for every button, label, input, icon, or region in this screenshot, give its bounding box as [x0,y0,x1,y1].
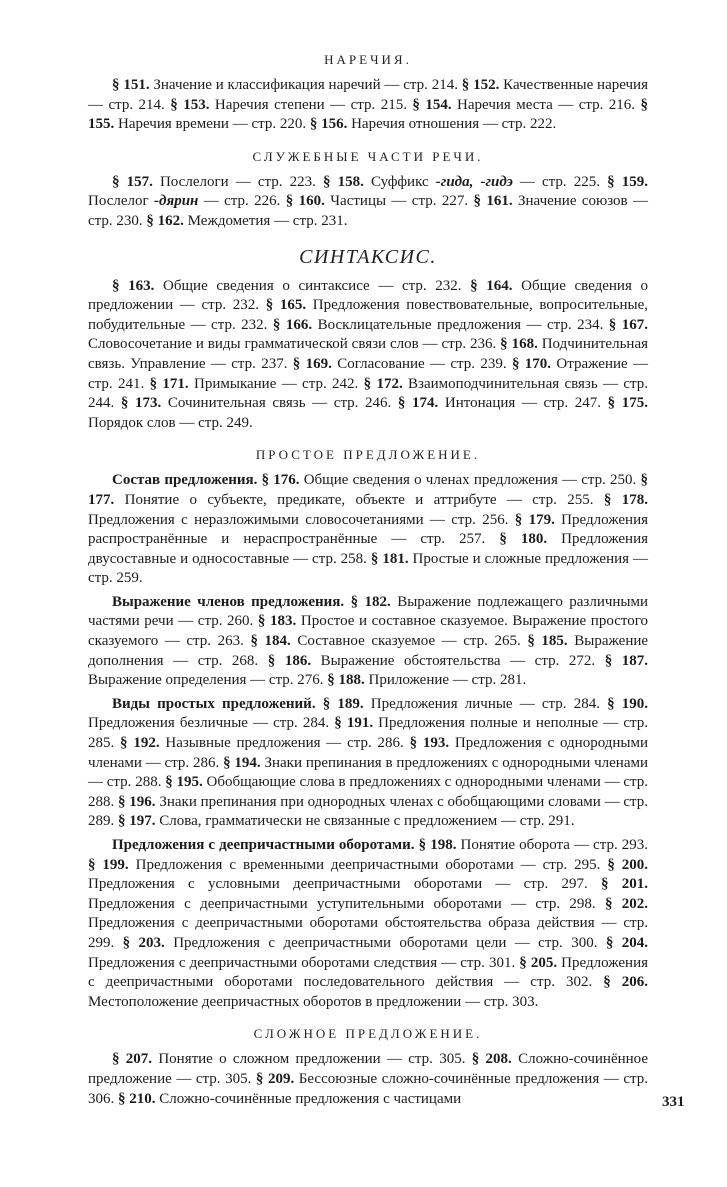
entry-text: Понятие о сложном предложении — стр. 305. [152,1051,472,1068]
entry-text: — стр. 226. [198,193,286,210]
entry-text: Междометия — стр. 231. [183,212,348,229]
entry-text: Сочинительная связь — стр. 246. [161,395,398,412]
entry-text: Наречия времени — стр. 220. [114,116,310,133]
section-heading-function-words: СЛУЖЕБНЫЕ ЧАСТИ РЕЧИ. [252,148,484,164]
entry-text: Простые и сложные предложения — стр. 259. [88,550,648,587]
section-number: § 203. [122,934,165,951]
entry-text: Предложения полные и неполные — стр. 285. [88,715,648,752]
group-lead: Выражение членов предложения. [112,593,345,610]
section-number: § 205. [519,954,558,971]
section-number: § 210. [118,1090,156,1107]
section-number: § 178. [603,491,648,508]
section-number: § 189. [322,695,364,712]
entry-text: Обобщающие слова в предложениях с однородными членами — стр. 288. [88,774,648,810]
section-number: § 197. [118,813,156,830]
entry-text: Согласование — стр. 239. [331,355,512,372]
entry-text: Понятие оборота — стр. 293. [456,837,649,853]
section-function-words [88,149,648,232]
entry-text: Общие сведения о предложении — стр. 232. [88,277,648,314]
entry-text: Выражение обстоятельства — стр. 272. [311,652,605,669]
section-number: § 193. [409,735,450,752]
entry-text: Слова, грамматически не связанные с предложением — стр. 291. [155,813,575,830]
section-number: § 174. [397,395,439,412]
section-heading-adverbs: НАРЕЧИЯ. [324,52,412,67]
section-number: § 199. [88,856,129,873]
entry-text: Выражение дополнения — стр. 268. [88,633,649,669]
section-number: § 186. [267,652,312,669]
section-number: § 201. [601,876,649,893]
entry-text: Значение союзов — стр. 230. [88,193,649,229]
section-number: § 160. [285,193,325,210]
section-number: § 165. [265,297,307,314]
section-number: § 167. [608,316,649,333]
section-number: § 170. [511,355,552,372]
entry-text: Назывные предложения — стр. 286. [159,735,410,752]
entry-text: Предложения с деепричастными оборотами последовательного действия — стр. 302. [88,954,648,991]
entry-text: Порядок слов — стр. 249. [88,414,253,431]
section-number: § 171. [149,375,189,392]
composition-paragraph [88,471,648,589]
section-number: § 168. [500,336,538,353]
section-number: § 152. [461,77,500,93]
section-number: § 159. [607,173,649,190]
section-number: § 182. [350,593,391,610]
entry-text: Предложения с деепричастными оборотами обстоятельства образа действия — стр. 299. [88,915,648,951]
page-number: 331 [662,1094,685,1110]
entry-text: Предложения безличные — стр. 284. [88,715,335,732]
entry-text: Сложно-сочинённые предложения с частицами [155,1090,462,1107]
entry-text: Знаки препинания при однородных членах с обобщающими словами — стр. 289. [88,793,648,830]
entry-text: Бессоюзные сложно-сочинённые предложения — стр. 306. [88,1070,648,1107]
section-number: § 187. [604,652,649,669]
entry-text: Выражение определения — стр. 276. [88,672,328,689]
entry-text: Понятие о субъекте, предикате, объекте и аттрибуте — стр. 255. [114,491,604,508]
section-adverbs [88,52,648,135]
entry-text: Предложения с неразложимыми словосочетаниями — стр. 256. [88,511,515,528]
section-number: § 191. [334,715,374,732]
entry-text: Составное сказуемое — стр. 265. [290,633,528,650]
section-number: § 183. [257,613,297,630]
entry-text: Простое и составное сказуемое. Выражение простого сказуемого — стр. 263. [88,613,649,650]
section-heading-simple-sentence: ПРОСТОЕ ПРЕДЛОЖЕНИЕ. [255,447,481,463]
entry-text: Знаки препинания в предложениях с однородными членами — стр. 288. [88,754,648,791]
section-number: § 153. [170,96,210,113]
entry-text: Послелоги — стр. 223. [152,173,323,190]
entry-text: Предложения двусоставные и односоставные — стр. 258. [88,531,648,567]
section-number: § 188. [327,672,365,689]
section-number: § 181. [370,550,409,567]
entry-text: Приложение — стр. 281. [364,672,527,689]
entry-text: Наречия степени — стр. 215. [209,96,413,113]
entry-text: Подчинительная связь. Управление — стр. 237. [88,336,649,372]
entry-text: Словосочетание и виды грамматической связи слов — стр. 236. [88,336,501,353]
entry-text: Общие сведения о синтаксисе — стр. 232. [154,277,471,294]
entry-text: Предложения с деепричастными уступительными оборотами — стр. 298. [88,895,605,912]
section-number: § 162. [146,212,184,229]
section-number: § 158. [322,173,364,190]
entry-text: Наречия места — стр. 216. [451,96,641,113]
entry-text: — стр. 225. [512,173,608,190]
entry-text: Предложения повествовательные, вопросительные, побудительные — стр. 232. [88,297,649,333]
group-lead: Предложения с деепричастными оборотами. [112,837,415,853]
entry-text: Интонация — стр. 247. [438,395,608,412]
section-number: § 204. [605,934,649,951]
section-number: § 155. [88,96,648,133]
section-number: § 164. [470,277,513,294]
section-number: § 206. [603,974,648,991]
entry-text: Выражение подлежащего различными частями речи — стр. 260. [88,593,649,630]
group-lead: Состав предложения. [112,472,258,489]
section-number: § 198. [418,837,457,853]
section-number: § 194. [223,754,261,771]
section-number: § 180. [499,531,548,548]
entry-text: Предложения с условными деепричастными оборотами — стр. 297. [88,876,602,893]
adverbs-paragraph [88,76,648,135]
section-number: § 190. [607,695,649,712]
section-number: § 173. [120,395,162,412]
suffix-term: -дярин [154,193,199,210]
entry-text: Предложения распространённые и нераспространённые — стр. 257. [88,511,648,548]
section-number: § 176. [261,472,300,489]
section-number: § 172. [363,375,403,392]
section-number: § 184. [250,633,291,650]
gerund-paragraph [88,836,648,1012]
section-number: § 151. [112,77,150,93]
group-lead: Виды простых предложений. [112,695,316,712]
suffix-term: -гида, -гидэ [435,173,513,190]
section-number: § 185. [527,633,568,650]
section-number: § 156. [309,116,348,133]
entry-text: Качественные наречия — стр. 214. [88,77,648,113]
function-words-paragraph [88,173,648,232]
section-number: § 195. [165,774,203,791]
table-of-contents-page [88,52,648,1123]
section-heading-complex-sentence: СЛОЖНОЕ ПРЕДЛОЖЕНИЕ. [253,1026,483,1042]
complex-sentence-paragraph [88,1050,648,1109]
section-number: § 161. [473,193,513,210]
section-number: § 169. [292,355,332,372]
entry-text: Послелог [88,193,155,210]
entry-text: Суффикс [363,173,436,190]
entry-text: Местоположение деепричастных оборотов в предложении — стр. 303. [88,993,539,1010]
section-number: § 179. [514,511,555,528]
section-number: § 200. [607,856,649,873]
section-number: § 207. [112,1051,153,1068]
section-number: § 163. [112,277,155,294]
entry-text: Предложения личные — стр. 284. [363,695,608,712]
section-number: § 166. [272,316,313,333]
section-number: § 209. [255,1070,295,1087]
entry-text: Значение и классификация наречий — стр. 214. [149,77,462,93]
section-number: § 154. [412,96,452,113]
entry-text: Общие сведения о членах предложения — стр. 250. [299,472,641,489]
entry-text: Предложения с деепричастными оборотами следствия — стр. 301. [88,954,520,971]
entry-text: Восклицательные предложения — стр. 234. [312,316,609,333]
section-number: § 177. [88,472,648,508]
entry-text: Предложения с однородными членами — стр. 286. [88,735,649,771]
entry-text: Предложения с временными деепричастными оборотами — стр. 295. [128,856,608,873]
section-number: § 208. [471,1051,512,1068]
entry-text: Наречия отношения — стр. 222. [347,116,557,133]
major-heading-syntax: СИНТАКСИС. [299,245,437,268]
entry-text: Отражение — стр. 241. [88,355,648,392]
entry-text: Примыкание — стр. 242. [188,375,364,392]
syntax-paragraph [88,277,648,434]
section-simple-sentence [88,447,648,1012]
section-number: § 192. [120,735,160,752]
section-number: § 196. [118,793,156,810]
section-syntax [88,246,648,434]
entry-text: Взаимоподчинительная связь — стр. 244. [88,375,649,412]
section-number: § 175. [607,395,649,412]
expression-paragraph [88,593,648,691]
entry-text: Сложно-сочинённое предложение — стр. 305. [88,1051,649,1087]
section-number: § 202. [604,895,648,912]
types-paragraph [88,695,648,832]
entry-text: Предложения с деепричастными оборотами цели — стр. 300. [164,934,606,951]
section-complex-sentence [88,1026,648,1109]
section-number: § 157. [112,173,153,190]
entry-text: Частицы — стр. 227. [324,193,474,210]
